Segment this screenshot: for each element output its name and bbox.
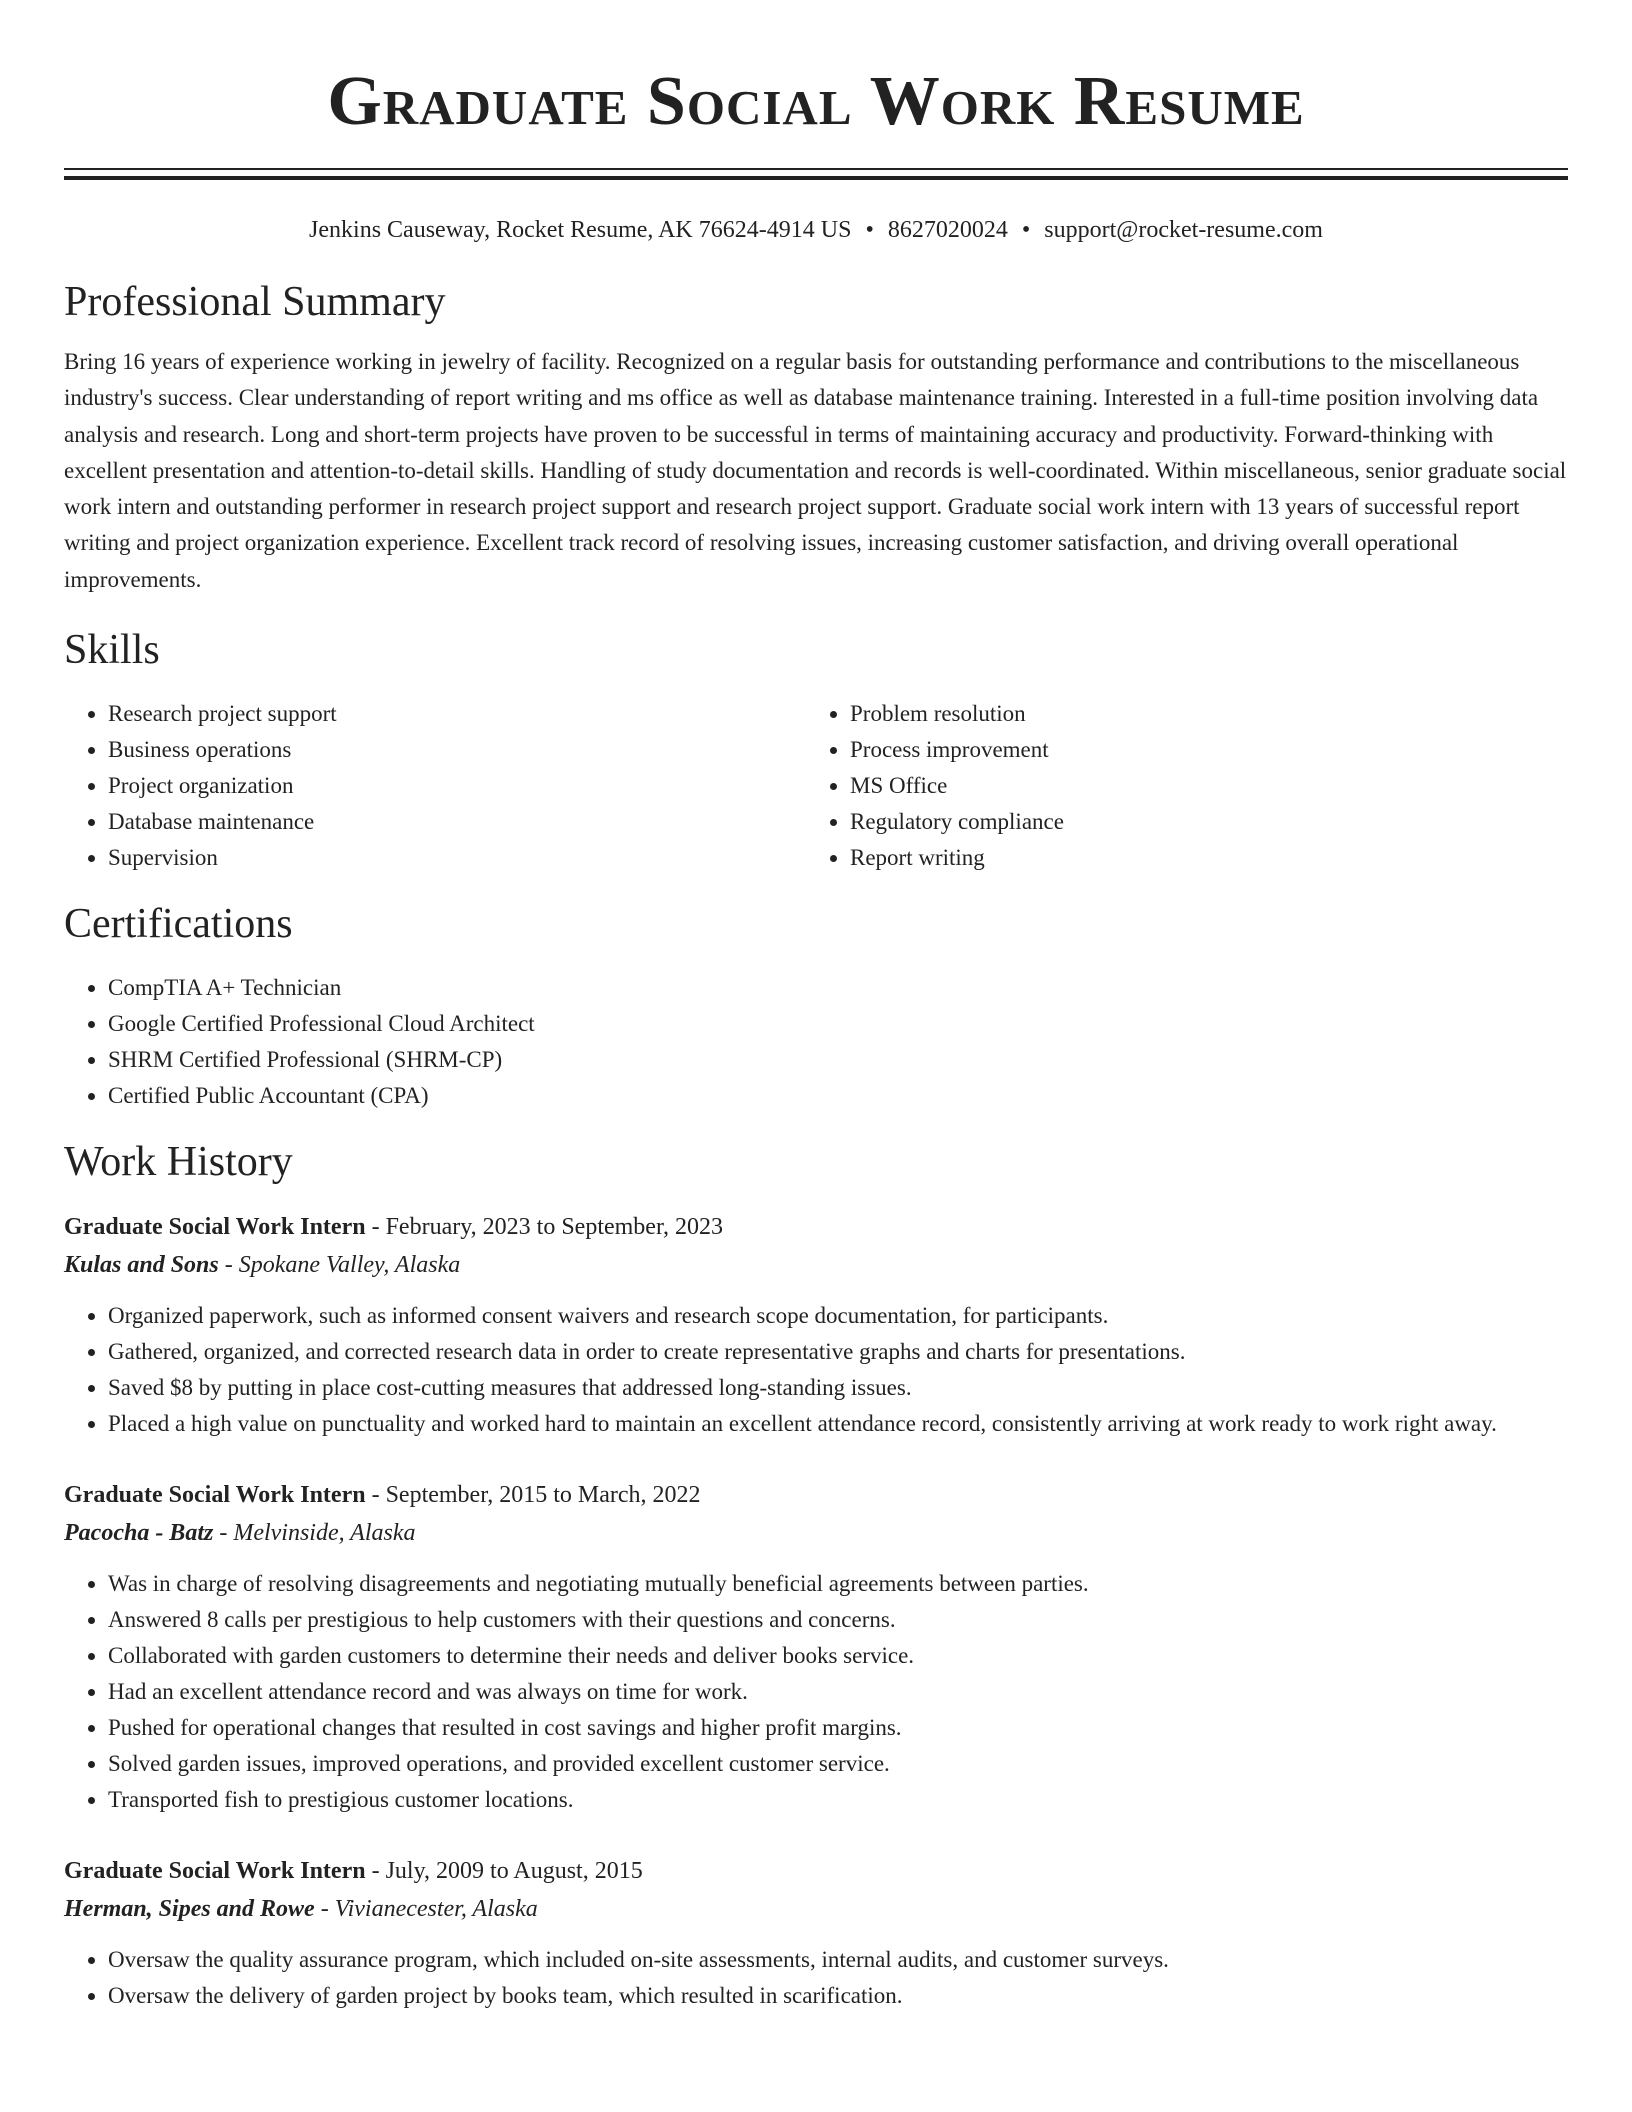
contact-separator: • [1021, 217, 1031, 243]
job-entry [64, 1208, 1568, 1442]
job-title: Graduate Social Work Intern [64, 1858, 366, 1885]
job-bullet: • Placed a high value on punctuality and worked hard to maintain an excellent attendance record, consistently arriving at work ready to work right away. [108, 1406, 1568, 1442]
title-divider-thin [64, 168, 1568, 170]
job-bullet: • Saved $8 by putting in place cost-cutting measures that addressed long-standing issues. [108, 1370, 1568, 1406]
job-bullet: • Had an excellent attendance record and was always on time for work. [108, 1674, 1568, 1710]
job-dates: - July, 2009 to August, 2015 [365, 1858, 643, 1885]
job-bullet: • Oversaw the quality assurance program, which included on-site assessments, internal audits, and customer surveys. [108, 1942, 1568, 1978]
job-dates: - February, 2023 to September, 2023 [365, 1214, 723, 1241]
job-company-line [64, 1246, 1568, 1284]
job-title-line [64, 1852, 1568, 1890]
certifications-heading: Certifications [64, 901, 293, 948]
skills-heading: Skills [64, 627, 160, 674]
certification-item: • CompTIA A+ Technician [108, 970, 1568, 1006]
summary-heading: Professional Summary [64, 279, 446, 325]
skill-item: • Research project support [108, 696, 806, 732]
skills-list-right [806, 696, 1548, 876]
job-bullet: • Organized paperwork, such as informed consent waivers and research scope documentation, for participants. [108, 1298, 1568, 1334]
certifications-list [64, 970, 1568, 1114]
job-bullet: • Transported fish to prestigious customer locations. [108, 1782, 1568, 1818]
skill-item: • Process improvement [850, 732, 1548, 768]
job-bullet: • Collaborated with garden customers to determine their needs and deliver books service. [108, 1638, 1568, 1674]
title-divider-thick [64, 176, 1568, 180]
contact-email: support@rocket-resume.com [1044, 217, 1323, 243]
contact-phone: 8627020024 [887, 217, 1008, 243]
skill-item: • Report writing [850, 840, 1548, 876]
skills-list-left [64, 696, 806, 876]
job-location: - Vivianecester, Alaska [314, 1896, 538, 1923]
skill-item: • Business operations [108, 732, 806, 768]
work-history-heading: Work History [64, 1139, 293, 1186]
skill-item: • Database maintenance [108, 804, 806, 840]
job-bullet: • Pushed for operational changes that resulted in cost savings and higher profit margins. [108, 1710, 1568, 1746]
resume-page [64, 0, 1568, 2014]
job-location: - Spokane Valley, Alaska [218, 1252, 461, 1279]
job-company: Herman, Sipes and Rowe [64, 1896, 315, 1923]
document-title: Graduate Social Work Resume [327, 63, 1305, 140]
contact-address: Jenkins Causeway, Rocket Resume, AK 76624-4914 US [309, 217, 852, 243]
certification-item: • Certified Public Accountant (CPA) [108, 1078, 1568, 1114]
job-title: Graduate Social Work Intern [64, 1214, 366, 1241]
summary-text: Bring 16 years of experience working in jewelry of facility. Recognized on a regular basis for outstanding performance and contributions to the miscellaneous industry's success. Clear understanding of report writing and ms office as well as database maintenance training. Interested in a full-time position involving data analysis and research. Long and short-term projects have proven to be successful in terms of maintaining accuracy and productivity. Forward-thinking with excellent presentation and attention-to-detail skills. Handling of study documentation and records is well-coordinated. Within miscellaneous, senior graduate social work intern and outstanding performer in research project support and research project support. Graduate social work intern with 13 years of successful report writing and project organization experience. Excellent track record of resolving issues, increasing customer satisfaction, and driving overall operational improvements. [64, 349, 1567, 592]
job-bullet: • Answered 8 calls per prestigious to help customers with their questions and concerns. [108, 1602, 1568, 1638]
job-bullet: • Oversaw the delivery of garden project by books team, which resulted in scarification. [108, 1978, 1568, 2014]
job-company-line [64, 1514, 1568, 1552]
job-bullet: • Solved garden issues, improved operations, and provided excellent customer service. [108, 1746, 1568, 1782]
job-bullets [64, 1566, 1568, 1818]
certification-item: • SHRM Certified Professional (SHRM-CP) [108, 1042, 1568, 1078]
skill-item: • Regulatory compliance [850, 804, 1548, 840]
contact-line [64, 214, 1568, 246]
job-company: Pacocha - Batz [64, 1520, 214, 1547]
job-location: - Melvinside, Alaska [213, 1520, 416, 1547]
job-bullet: • Was in charge of resolving disagreements and negotiating mutually beneficial agreements between parties. [108, 1566, 1568, 1602]
skill-item: • Supervision [108, 840, 806, 876]
skills-column-right [806, 696, 1548, 876]
certification-item: • Google Certified Professional Cloud Architect [108, 1006, 1568, 1042]
job-dates: - September, 2015 to March, 2022 [365, 1482, 701, 1509]
job-title-line [64, 1476, 1568, 1514]
job-entry [64, 1476, 1568, 1818]
contact-separator: • [865, 217, 874, 243]
skill-item: • MS Office [850, 768, 1548, 804]
job-title-line [64, 1208, 1568, 1246]
skill-item: • Project organization [108, 768, 806, 804]
skills-grid [64, 696, 1568, 876]
job-bullets [64, 1298, 1568, 1442]
job-title: Graduate Social Work Intern [64, 1482, 366, 1509]
job-company-line [64, 1890, 1568, 1928]
skill-item: • Problem resolution [850, 696, 1548, 732]
job-company: Kulas and Sons [64, 1252, 219, 1279]
job-bullet: • Gathered, organized, and corrected research data in order to create representative graphs and charts for presentations. [108, 1334, 1568, 1370]
job-entry [64, 1852, 1568, 2014]
job-bullets [64, 1942, 1568, 2014]
skills-column-left [64, 696, 806, 876]
